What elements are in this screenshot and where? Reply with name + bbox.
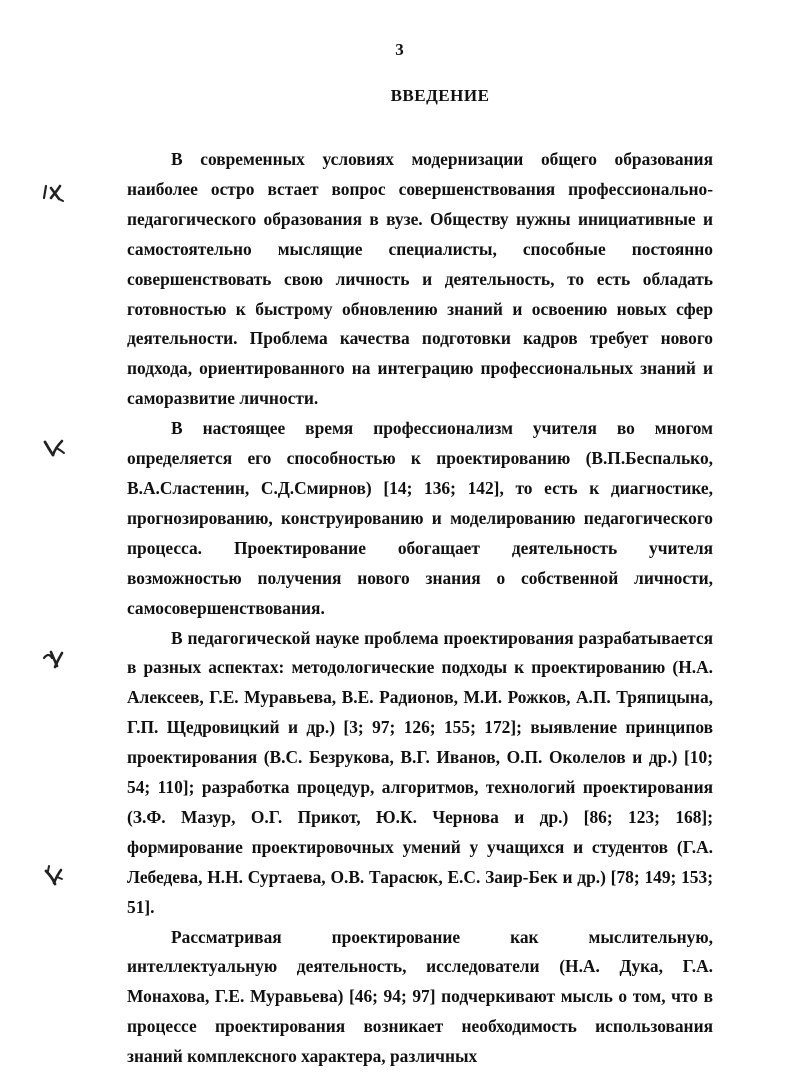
page-number: 3 xyxy=(395,40,404,59)
paragraph-intro: В современных условиях модернизации общего образования наиболее остро встает вопрос совершенствования профессионально-педагогического образования в вузе. Обществу нужны инициативные и самостоятельно мыслящие специалисты, способные постоянно совершенствовать свою личность и деятельность, то есть обладать готовностью к быстрому обновлению знаний и освоению новых сфер деятельности. Проблема качества подготовки кадров требует нового подхода, ориентированного на интеграцию профессиональных знаний и саморазвитие личности. xyxy=(127,149,713,409)
paragraph-professionalism: В настоящее время профессионализм учителя во многом определяется его способностью к проектированию (В.П.Беспалько, В.А.Сластенин, С.Д.Смирнов) [14; 136; 142], то есть к диагностике, прогнозированию, конструированию и моделированию педагогического процесса. Проектирование обогащает деятельность учителя возможностью получения нового знания о собственной личности, самосовершенствования. xyxy=(127,418,713,618)
document-body xyxy=(127,145,713,1072)
handwritten-margin-mark-icon xyxy=(40,862,70,888)
page-title: ВВЕДЕНИЕ xyxy=(390,86,490,105)
handwritten-margin-mark-icon xyxy=(40,434,70,460)
handwritten-margin-mark-icon xyxy=(40,646,70,672)
handwritten-margin-mark-icon xyxy=(40,180,70,206)
paragraph-thinking-activity: Рассматривая проектирование как мыслительную, интеллектуальную деятельность, исследователи (Н.А. Дука, Г.А. Монахова, Г.Е. Муравьева) [46; 94; 97] подчеркивают мысль о том, что в процессе проектирования возникает необходимость использования знаний комплексного характера, различных xyxy=(127,926,713,1067)
paragraph-pedagogical-science: В педагогической науке проблема проектирования разрабатывается в разных аспектах: методологические подходы к проектированию (Н.А. Алексеев, Г.Е. Муравьева, В.Е. Радионов, М.И. Рожков, А.П. Тряпицына, Г.П. Щедровицкий и др.) [3; 97; 126; 155; 172]; выявление принципов проектирования (В.С. Безрукова, В.Г. Иванов, О.П. Околелов и др.) [10; 54; 110]; разработка процедур, алгоритмов, технологий проектирования (З.Ф. Мазур, О.Г. Прикот, Ю.К. Чернова и др.) [86; 123; 168]; формирование проектировочных умений у учащихся и студентов (Г.А. Лебедева, Н.Н. Суртаева, О.В. Тарасюк, Е.С. Заир-Бек и др.) [78; 149; 153; 51]. xyxy=(127,627,713,917)
